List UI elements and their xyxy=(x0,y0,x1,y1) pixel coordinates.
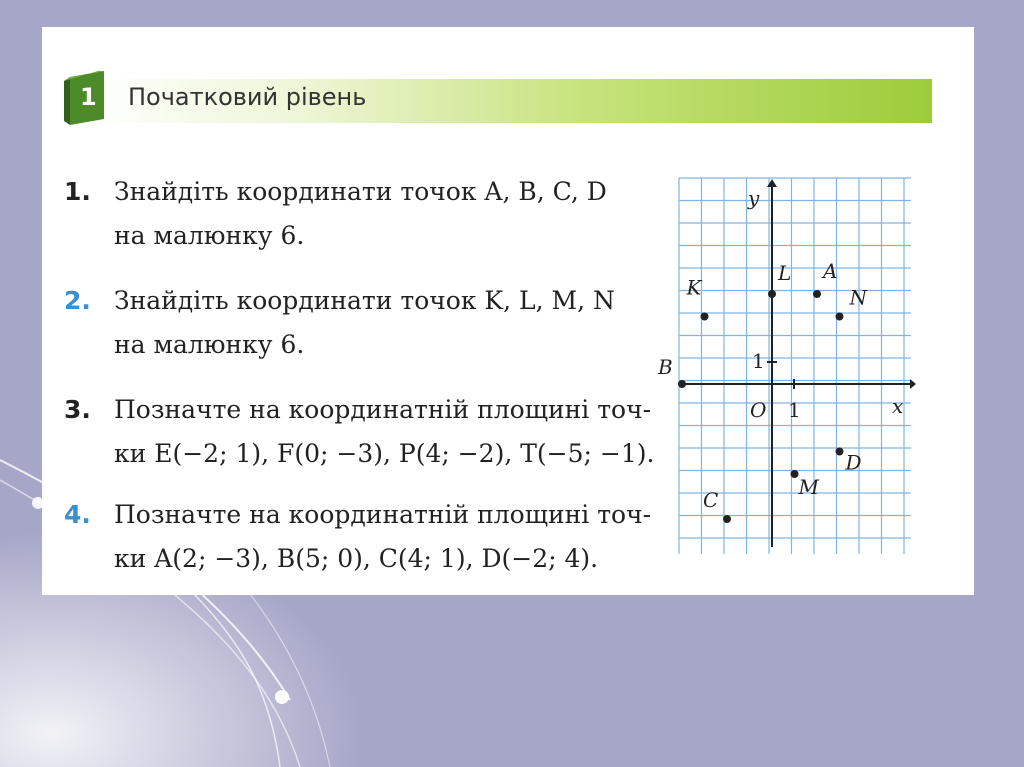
point-a-marker xyxy=(813,290,821,298)
task-text-line: Позначте на координатній площині точ- xyxy=(114,395,652,424)
point-c-label: C xyxy=(703,488,719,512)
point-d-marker xyxy=(836,448,844,456)
level-header xyxy=(64,77,910,125)
coordinate-plane-figure xyxy=(658,175,916,555)
task-text-line: Знайдіть координати точок K, L, M, N xyxy=(114,286,615,315)
level-title: Початковий рівень xyxy=(128,83,367,111)
point-n-marker xyxy=(836,313,844,321)
y-unit-label: 1 xyxy=(752,349,765,373)
task-text-line: ки E(−2; 1), F(0; −3), P(4; −2), T(−5; −1). xyxy=(114,439,655,468)
point-a-label: A xyxy=(823,259,838,283)
task-4 xyxy=(64,493,684,581)
point-b-label: B xyxy=(658,355,673,379)
point-k-marker xyxy=(701,313,709,321)
task-text-line: ки A(2; −3), B(5; 0), C(4; 1), D(−2; 4). xyxy=(114,544,599,573)
point-l-label: L xyxy=(778,261,792,285)
task-text-line: на малюнку 6. xyxy=(114,330,305,359)
point-b-marker xyxy=(678,380,686,388)
level-badge-number: 1 xyxy=(80,83,97,111)
task-text-line: Знайдіть координати точок A, B, C, D xyxy=(114,177,607,206)
point-d-label: D xyxy=(845,450,862,475)
task-number: 3. xyxy=(64,395,91,424)
task-number: 2. xyxy=(64,286,91,315)
task-number: 4. xyxy=(64,500,91,529)
exercise-card xyxy=(42,27,974,595)
task-text-line: на малюнку 6. xyxy=(114,221,305,250)
point-l-marker xyxy=(768,290,776,298)
task-text-line: Позначте на координатній площині точ- xyxy=(114,500,652,529)
origin-label: O xyxy=(750,398,767,422)
x-axis-arrow-icon xyxy=(910,379,916,389)
task-1 xyxy=(64,170,684,258)
task-number: 1. xyxy=(64,177,91,206)
point-k-label: K xyxy=(686,275,702,300)
x-unit-label: 1 xyxy=(788,398,801,422)
point-c-marker xyxy=(723,515,731,523)
y-axis-label: y xyxy=(748,186,760,210)
point-m-label: M xyxy=(798,475,819,499)
task-3 xyxy=(64,388,684,476)
point-m-marker xyxy=(791,470,799,478)
point-n-label: N xyxy=(849,285,867,310)
x-axis-label: x xyxy=(892,394,904,418)
task-2 xyxy=(64,279,684,367)
